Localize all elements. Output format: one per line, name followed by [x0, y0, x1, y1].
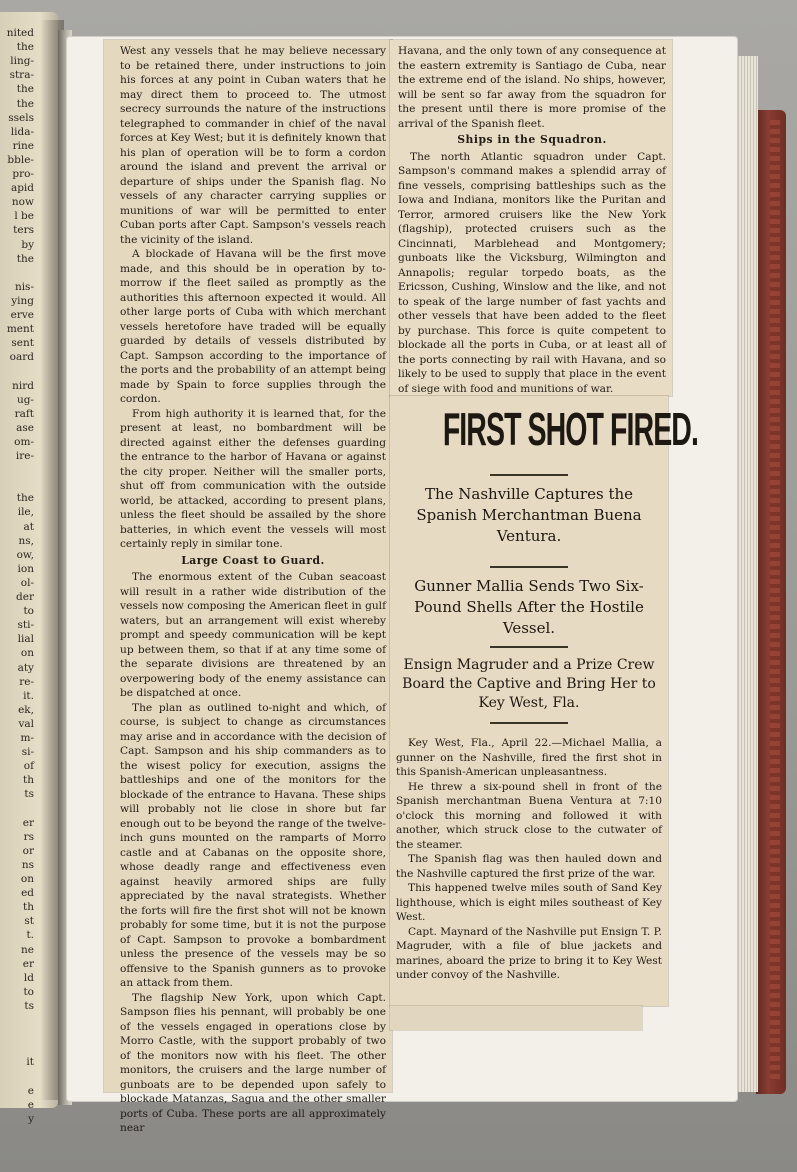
- facing-page-fragment: to: [23, 605, 34, 618]
- facing-page-fragment: the: [16, 492, 34, 505]
- article-paragraph: This happened twelve miles south of Sand Key lighthouse, which is eight miles southeast of Key West.: [396, 882, 662, 923]
- facing-page-fragment: e: [27, 1084, 34, 1097]
- facing-page-fragment: the: [16, 97, 34, 110]
- newspaper-clipping-first-shot-fired: [390, 396, 698, 1006]
- subheading-3: Ensign Magruder and a Prize Crew Board the Captive and Bring Her to Key West, Fla.: [402, 657, 656, 711]
- facing-page-fragment: ol-: [20, 576, 34, 589]
- facing-page-fragment: ment: [6, 323, 34, 336]
- facing-page-fragment: stra-: [9, 69, 34, 82]
- facing-page-fragment: ns: [21, 858, 34, 871]
- article-paragraph: From high authority it is learned that, for the present at least, no bombardment will be directed against either the defenses guarding the entrance to the harbor of Havana or against the city proper. Neither will the smaller ports, shut off from communication with the outside world, be attacked, according to present plans, unless the fleet should be assailed by the shore batteries, in which event the vessels will most certainly reply in similar tone.: [120, 407, 386, 550]
- facing-page-fragment: ld: [23, 971, 34, 984]
- facing-page-fragment: ase: [16, 421, 34, 434]
- facing-page-fragment: e: [27, 1098, 34, 1111]
- facing-page-fragment: lida-: [10, 125, 34, 138]
- divider-rule: [490, 474, 568, 476]
- facing-page-fragment: ts: [24, 999, 34, 1012]
- facing-page-fragment: sent: [11, 337, 34, 350]
- article-column-right-top: [398, 44, 666, 396]
- divider-rule: [490, 722, 568, 724]
- facing-page-fragment: ile,: [17, 506, 34, 519]
- facing-page-fragment: pro-: [12, 168, 34, 180]
- facing-page-fragment: l be: [14, 210, 34, 223]
- facing-page-fragment: th: [23, 901, 34, 914]
- article-column-right-bottom: [396, 736, 662, 983]
- facing-page-fragment: t.: [26, 929, 34, 942]
- article-paragraph: The flagship New York, upon which Capt. Sampson flies his pennant, will probably be one of the vessels engaged in operations close by Morro Castle, with the support probably of two of the monitors now with his fleet. The other monitors, the cruisers and the large number of gunboats are to be depended upon safely to blockade Matanzas, Sagua and the other smaller ports of Cuba. These ports are all approximately near: [120, 991, 386, 1134]
- facing-page-fragment: th: [23, 774, 34, 787]
- article-paragraph: Capt. Maynard of the Nashville put Ensign T. P. Magruder, with a file of blue jackets and marines, aboard the prize to bring it to Key West under convoy of the Nashville.: [396, 925, 662, 981]
- facing-page-fragment: er: [22, 816, 34, 829]
- facing-page-fragment: y: [28, 1112, 34, 1125]
- article-paragraph: West any vessels that he may believe necessary to be retained there, under instructions to join his forces at any point in Cuban waters that he may direct them to proceed to. The utmost secrecy surrounds the nature of the instructions telegraphed to commander in chief of the naval forces at Key West; but it is definitely known that his plan of operation will be to form a cordon around the island and prevent the arrival or departure of ships under the Spanish flag. No vessels of any character carrying supplies or munitions of war will be permitted to enter Cuban ports after Capt. Sampson's vessels reach the vicinity of the island.: [120, 45, 386, 246]
- headline: FIRST SHOT FIRED.: [442, 403, 698, 455]
- facing-page-fragment: the: [16, 41, 34, 54]
- facing-page-fragment: aty: [17, 661, 34, 674]
- facing-page-fragment: ed: [21, 887, 34, 900]
- facing-page-fragment: ts: [24, 788, 34, 801]
- clipping-tail: [390, 1006, 642, 1030]
- facing-page-fragment: m-: [20, 732, 34, 744]
- facing-page-fragment: ion: [17, 562, 34, 575]
- section-subheading: Large Coast to Guard.: [181, 553, 325, 567]
- facing-page-fragment: bble-: [7, 153, 34, 166]
- facing-page-fragment: on: [20, 647, 34, 660]
- newspaper-clipping-left: [104, 40, 392, 1134]
- facing-page-fragment: the: [16, 83, 34, 96]
- page-edges: [736, 56, 758, 1092]
- facing-page-fragment: val: [18, 717, 34, 730]
- facing-page-fragment: ns,: [18, 534, 34, 547]
- facing-page-fragment: ug-: [16, 393, 34, 406]
- facing-page-fragment: to: [23, 985, 34, 998]
- section-subheading: Ships in the Squadron.: [457, 133, 607, 146]
- article-paragraph: Havana, and the only town of any consequence at the eastern extremity is Santiago de Cuba, near the extreme end of the island. No ships, however, will be sent so far away from the squadron for the present until there is more promise of the arrival of the Spanish fleet.: [398, 45, 666, 130]
- divider-rule: [490, 566, 568, 568]
- facing-page-fragment: ow,: [16, 548, 34, 561]
- facing-page-fragment: oard: [9, 351, 34, 364]
- facing-page-fragment: re-: [19, 675, 34, 688]
- facing-page-fragment: rine: [12, 139, 34, 152]
- facing-page-fragment: ling-: [10, 55, 34, 68]
- facing-page-fragment: st: [24, 915, 34, 928]
- subheading-1: The Nashville Captures the Spanish Merchantman Buena Ventura.: [416, 485, 642, 545]
- facing-page-fragment: er: [22, 957, 34, 970]
- facing-page-fragment: ek,: [18, 703, 34, 716]
- headline-wrap: [390, 402, 698, 456]
- article-paragraph: A blockade of Havana will be the first move made, and this should be in operation by to-morrow if the fleet sailed as promptly as the authorities this afternoon expected it would. All other large ports of Cuba with which merchant vessels heretofore have traded will be equally guarded by details of vessels distributed by Capt. Sampson according to the importance of the ports and the probability of an attempt being made by Spain to force supplies through the cordon.: [120, 248, 386, 405]
- facing-page-fragment: rs: [23, 830, 34, 843]
- facing-page-fragment: at: [23, 520, 34, 533]
- facing-page-fragment: ying: [11, 294, 34, 307]
- facing-page-fragment: om-: [14, 435, 34, 448]
- facing-page-fragment: ire-: [15, 450, 34, 462]
- facing-page-fragment: nited: [6, 27, 34, 39]
- article-paragraph: The plan as outlined to-night and which, of course, is subject to change as circumstances may arise and in accordance with the decision of Capt. Sampson and his ship commanders as to the wisest policy for execution, assigns the battleships and one of the monitors for the blockade of the entrance to Havana. These ships will probably not lie close in shore but far enough out to be beyond the range of the twelve-inch guns mounted on the ramparts of Morro castle and at Cabanas on the opposite shore, whose deadly range and effectiveness even against heavily armored ships are fully appreciated by the naval strategists. Whether the forts will fire the first shot will not be known probably for some time, but it is not the purpose of Capt. Sampson to provoke a bombardment unless the presence of the vessels may be so offensive to the Spanish gunners as to provoke an attack from them.: [120, 701, 386, 989]
- facing-page-fragment: lial: [17, 633, 34, 646]
- divider-rule: [490, 646, 568, 648]
- facing-page-fragment: ters: [13, 224, 34, 237]
- facing-page-fragment: by: [21, 238, 34, 251]
- facing-page-fragment: on: [20, 873, 34, 885]
- facing-page-fragment: it: [26, 1056, 34, 1069]
- cover-binding-texture: [770, 120, 780, 1080]
- facing-page-fragment: der: [16, 591, 34, 603]
- newspaper-clipping-right-top: [390, 40, 672, 396]
- article-paragraph: The north Atlantic squadron under Capt. Sampson's command makes a splendid array of fine vessels, comprising battleships such as the Iowa and Indiana, monitors like the Puritan and Terror, armored cruisers like the New York (flagship), protected cruisers such as the Cincinnati, Marblehead and Montgomery; gunboats like the Vicksburg, Wilmington and Annapolis; regular torpedo boats, as the Ericsson, Cushing, Winslow and the like, and not to speak of the large number of fast yachts and other vessels that have been added to the fleet by purchase. This force is quite competent to blockade all the ports in Cuba, or at least all of the ports connecting by rail with Havana, and so likely to be used to supply that place in the event of siege with food and munitions of war.: [398, 150, 666, 395]
- facing-page-fragment: raft: [14, 407, 34, 420]
- facing-page-fragment: now: [11, 196, 34, 209]
- article-column-left: [120, 44, 386, 1136]
- facing-page-fragment: apid: [10, 182, 34, 195]
- facing-page-fragment: erve: [10, 309, 34, 321]
- article-paragraph: Key West, Fla., April 22.—Michael Mallia, a gunner on the Nashville, fired the first shot in this Spanish-American unpleasantness.: [396, 737, 662, 778]
- facing-page-fragment: ne: [21, 943, 34, 956]
- facing-page-fragment: nis-: [14, 280, 34, 293]
- facing-page-fragment: sti-: [17, 619, 34, 632]
- facing-page-fragment: si-: [21, 746, 34, 759]
- article-paragraph: The enormous extent of the Cuban seacoast will result in a rather wide distribution of the vessels now composing the American fleet in gulf waters, but an arrangement will exist whereby prompt and speedy communication will be kept up between them, so that if at any time some of the separate divisions are threatened by an overpowering body of the enemy assistance can be dispatched at once.: [120, 571, 386, 699]
- facing-page-fragment: it.: [23, 689, 34, 702]
- facing-page-fragment: the: [16, 252, 34, 265]
- article-paragraph: The Spanish flag was then hauled down and the Nashville captured the first prize of the war.: [396, 853, 662, 880]
- facing-page-fragment: nird: [12, 379, 34, 392]
- article-paragraph: He threw a six-pound shell in front of the Spanish merchantman Buena Ventura at 7:10 o'clock this morning and followed it with another, which struck close to the cutwater of the steamer.: [396, 780, 662, 851]
- facing-page-fragment: of: [23, 760, 34, 773]
- subheading-2: Gunner Mallia Sends Two Six-Pound Shells After the Hostile Vessel.: [414, 577, 644, 637]
- facing-page-fragment: ssels: [8, 111, 34, 124]
- facing-page-fragment: or: [22, 844, 34, 857]
